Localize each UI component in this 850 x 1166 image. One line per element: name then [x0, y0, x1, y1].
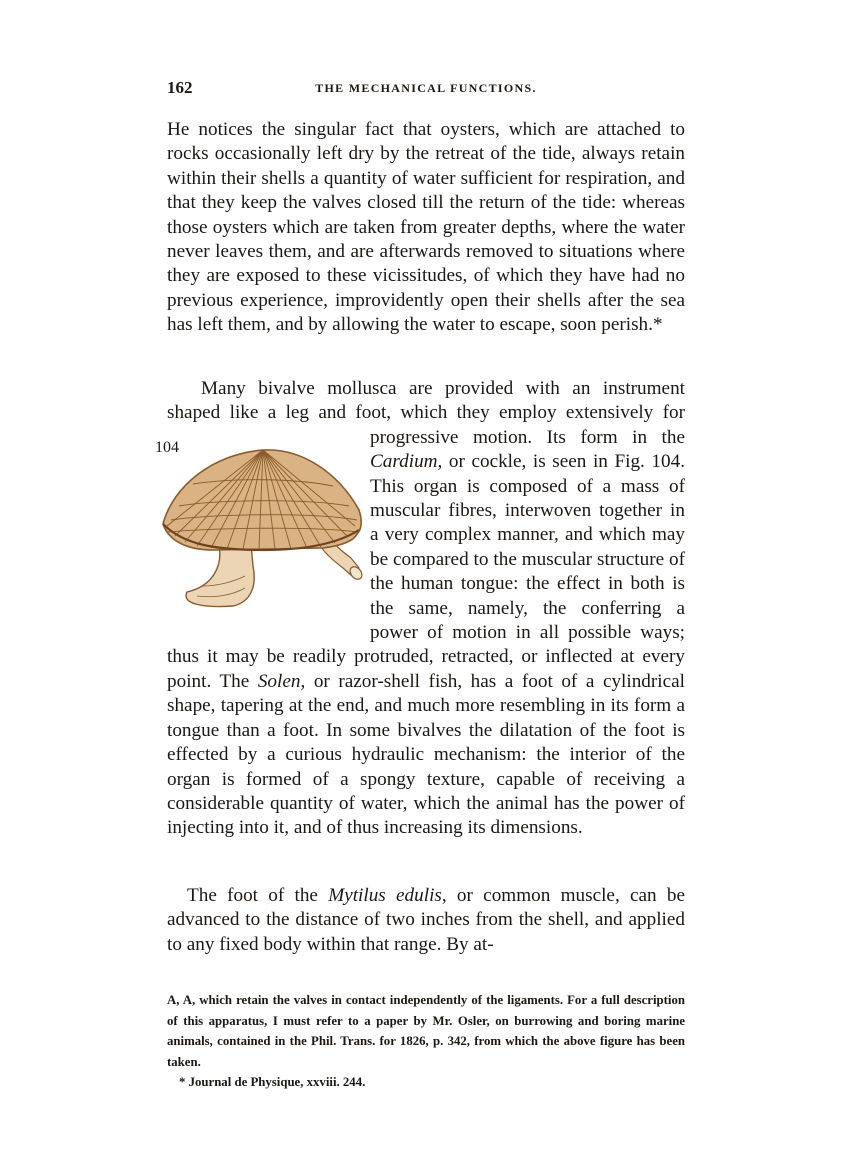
text-run: , or cockle, is seen in Fig. 104. This organ is composed of a mass of muscular fibres, interwoven together in a very complex manner, and which may be compared to the muscular structure of the human tongue: the effect in both is the same, namely, the conferring a power of motion in all possible ways; thus it may be readily protruded, retracted, or inflected at every point. The — [167, 451, 685, 692]
taxon-cardium: Cardium — [370, 451, 438, 473]
page-number: 162 — [167, 78, 193, 97]
page-header — [167, 78, 685, 102]
paragraph-oysters: He notices the singular fact that oysters, which are attached to rocks occasionally left dry by the retreat of the tide, always retain within their shells a quantity of water sufficient for respiration, and that they keep the valves closed till the return of the tide: whereas those oysters which are taken from greater depths, where the water never leaves them, and are afterwards removed to situations where they are exposed to these vicissitudes, of which they have had no previous experience, improvidently open their shells after the sea has left them, and by allowing the water to escape, soon perish.* — [167, 119, 685, 336]
paragraph-bivalve-foot — [155, 377, 685, 841]
figure-number: 104 — [155, 438, 179, 456]
cockle-illustration-icon — [153, 426, 368, 622]
running-title: THE MECHANICAL FUNCTIONS. — [315, 81, 537, 95]
text-run: , or razor-shell fish, has a foot of a cylindrical shape, tapering at the end, and much more resembling in its form a tongue than a foot. In some bivalves the dilatation of the foot is effected by a curious hydraulic mechanism: the interior of the organ is formed of a spongy texture, capable of receiving a considerable quantity of water, which the animal has the power of injecting into it, and of thus increasing its dimensions. — [167, 670, 685, 839]
text-run: , or common muscle, can be advanced to the distance of two inches from the shell, and applied to any fixed body within that range. By at- — [167, 885, 685, 955]
footnote-figure-source: A, A, which retain the valves in contact independently of the ligaments. For a full description of this apparatus, I must refer to a paper by Mr. Osler, on burrowing and boring marine animals, contained in the Phil. Trans. for 1826, p. 342, from which the above figure has been taken. — [167, 993, 685, 1069]
text-run: The foot of the — [187, 885, 329, 906]
text-run: Many bivalve mollusca are provided with an instrument shaped like a leg and foot, which they employ extensively — [167, 378, 685, 424]
book-page — [0, 16, 850, 1166]
paragraph-mytilus — [167, 884, 685, 957]
footnote-journal: * Journal de Physique, xxviii. 244. — [179, 1075, 366, 1089]
taxon-mytilus-edulis: Mytilus edulis — [328, 885, 442, 906]
footnotes — [167, 990, 685, 1093]
taxon-solen: Solen — [257, 670, 301, 692]
figure-104-cockle — [153, 426, 368, 622]
text-run: for progressive motion. Its form in the — [370, 402, 685, 448]
